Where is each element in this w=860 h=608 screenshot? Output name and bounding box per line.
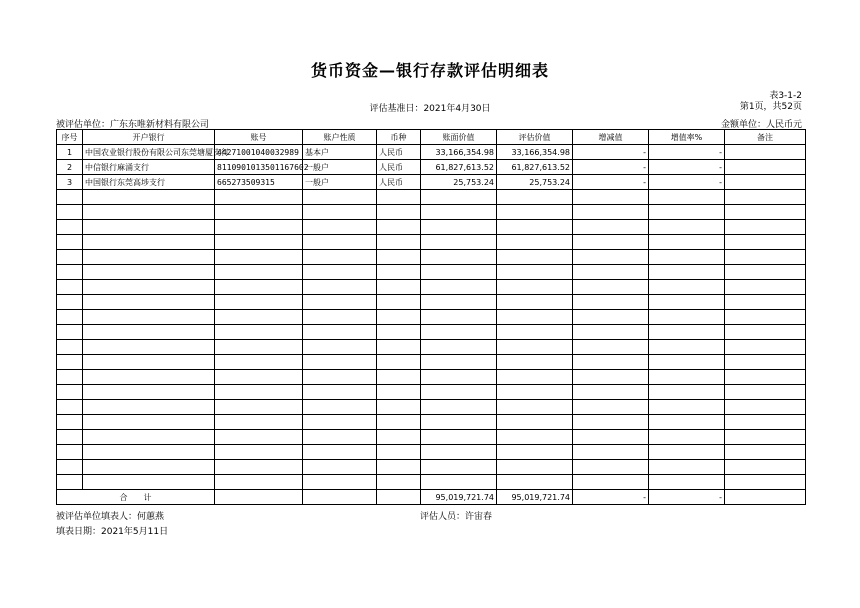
- cell-diff: -: [573, 145, 649, 160]
- cell-eval-value: 33,166,354.98: [497, 145, 573, 160]
- empty-cell: [649, 460, 725, 475]
- empty-cell: [725, 235, 806, 250]
- empty-cell: [421, 475, 497, 490]
- empty-cell: [83, 280, 215, 295]
- empty-cell: [649, 310, 725, 325]
- table-row: [57, 160, 806, 175]
- empty-cell: [215, 370, 303, 385]
- empty-cell: [421, 310, 497, 325]
- empty-cell: [497, 295, 573, 310]
- empty-cell: [83, 220, 215, 235]
- empty-cell: [215, 475, 303, 490]
- empty-cell: [377, 220, 421, 235]
- empty-cell: [573, 355, 649, 370]
- empty-cell: [573, 385, 649, 400]
- total-rate: -: [649, 490, 725, 505]
- empty-cell: [573, 235, 649, 250]
- empty-cell: [573, 445, 649, 460]
- empty-cell: [421, 445, 497, 460]
- cell-note: [725, 175, 806, 190]
- empty-cell: [649, 205, 725, 220]
- empty-cell: [573, 265, 649, 280]
- empty-row: [57, 475, 806, 490]
- empty-cell: [303, 355, 377, 370]
- empty-row: [57, 460, 806, 475]
- empty-cell: [725, 265, 806, 280]
- header-account: 账号: [215, 130, 303, 145]
- empty-cell: [83, 445, 215, 460]
- empty-cell: [497, 415, 573, 430]
- header-book-value: 账面价值: [421, 130, 497, 145]
- empty-cell: [83, 385, 215, 400]
- cell-rate: -: [649, 175, 725, 190]
- empty-row: [57, 280, 806, 295]
- empty-cell: [497, 460, 573, 475]
- empty-cell: [725, 385, 806, 400]
- empty-cell: [83, 295, 215, 310]
- empty-cell: [303, 370, 377, 385]
- empty-cell: [377, 415, 421, 430]
- empty-cell: [83, 235, 215, 250]
- cell-book-value: 61,827,613.52: [421, 160, 497, 175]
- empty-cell: [215, 430, 303, 445]
- empty-cell: [57, 220, 83, 235]
- empty-cell: [377, 430, 421, 445]
- empty-cell: [421, 400, 497, 415]
- header-currency: 币种: [377, 130, 421, 145]
- table-row: [57, 145, 806, 160]
- fill-date: 填表日期：2021年5月11日: [56, 527, 169, 537]
- empty-cell: [421, 280, 497, 295]
- empty-row: [57, 205, 806, 220]
- cell-account: 44271001040032989: [215, 145, 303, 160]
- empty-cell: [649, 385, 725, 400]
- empty-cell: [421, 460, 497, 475]
- empty-cell: [303, 460, 377, 475]
- empty-cell: [57, 475, 83, 490]
- empty-cell: [83, 325, 215, 340]
- empty-cell: [57, 460, 83, 475]
- empty-cell: [303, 235, 377, 250]
- empty-cell: [83, 250, 215, 265]
- empty-cell: [573, 400, 649, 415]
- empty-cell: [377, 355, 421, 370]
- empty-cell: [377, 460, 421, 475]
- empty-cell: [57, 250, 83, 265]
- empty-cell: [303, 445, 377, 460]
- empty-cell: [725, 340, 806, 355]
- empty-cell: [303, 400, 377, 415]
- header-diff: 增减值: [573, 130, 649, 145]
- total-diff: -: [573, 490, 649, 505]
- empty-cell: [83, 475, 215, 490]
- empty-cell: [649, 400, 725, 415]
- header-type: 账户性质: [303, 130, 377, 145]
- empty-cell: [57, 385, 83, 400]
- empty-row: [57, 235, 806, 250]
- empty-cell: [377, 280, 421, 295]
- empty-cell: [573, 205, 649, 220]
- header-note: 备注: [725, 130, 806, 145]
- header-bank: 开户银行: [83, 130, 215, 145]
- empty-cell: [57, 265, 83, 280]
- empty-cell: [303, 265, 377, 280]
- empty-cell: [649, 415, 725, 430]
- empty-cell: [215, 250, 303, 265]
- cell-currency: 人民币: [377, 160, 421, 175]
- total-row: [57, 490, 806, 505]
- empty-cell: [57, 340, 83, 355]
- empty-cell: [725, 460, 806, 475]
- empty-row: [57, 190, 806, 205]
- empty-cell: [573, 310, 649, 325]
- cell-diff: -: [573, 160, 649, 175]
- empty-cell: [57, 370, 83, 385]
- empty-cell: [377, 475, 421, 490]
- cell-currency: 人民币: [377, 175, 421, 190]
- empty-cell: [497, 385, 573, 400]
- empty-cell: [303, 430, 377, 445]
- empty-row: [57, 340, 806, 355]
- empty-cell: [497, 205, 573, 220]
- empty-cell: [497, 370, 573, 385]
- empty-cell: [377, 235, 421, 250]
- empty-row: [57, 355, 806, 370]
- empty-row: [57, 430, 806, 445]
- cell-bank: 中信银行麻涌支行: [83, 160, 215, 175]
- empty-cell: [497, 235, 573, 250]
- empty-cell: [573, 250, 649, 265]
- empty-cell: [649, 370, 725, 385]
- cell-no: 2: [57, 160, 83, 175]
- empty-cell: [215, 385, 303, 400]
- empty-cell: [83, 460, 215, 475]
- empty-cell: [725, 355, 806, 370]
- total-empty-currency: [377, 490, 421, 505]
- empty-cell: [497, 445, 573, 460]
- empty-cell: [83, 415, 215, 430]
- empty-row: [57, 400, 806, 415]
- empty-cell: [377, 295, 421, 310]
- cell-account: 665273509315: [215, 175, 303, 190]
- cell-rate: -: [649, 145, 725, 160]
- empty-cell: [303, 310, 377, 325]
- empty-cell: [303, 295, 377, 310]
- empty-cell: [497, 280, 573, 295]
- empty-row: [57, 325, 806, 340]
- empty-cell: [377, 250, 421, 265]
- empty-cell: [377, 265, 421, 280]
- empty-cell: [725, 445, 806, 460]
- empty-cell: [303, 220, 377, 235]
- empty-cell: [303, 205, 377, 220]
- page-info: 第1页，共52页: [739, 102, 802, 112]
- empty-cell: [725, 475, 806, 490]
- empty-cell: [57, 205, 83, 220]
- empty-cell: [725, 400, 806, 415]
- empty-cell: [649, 355, 725, 370]
- empty-cell: [83, 190, 215, 205]
- empty-cell: [57, 190, 83, 205]
- empty-row: [57, 385, 806, 400]
- empty-cell: [573, 475, 649, 490]
- empty-cell: [725, 250, 806, 265]
- empty-cell: [303, 280, 377, 295]
- empty-cell: [215, 280, 303, 295]
- empty-cell: [725, 205, 806, 220]
- cell-eval-value: 25,753.24: [497, 175, 573, 190]
- empty-cell: [497, 340, 573, 355]
- empty-cell: [421, 415, 497, 430]
- cell-type: 一般户: [303, 175, 377, 190]
- page-title: 货币资金—银行存款评估明细表: [310, 61, 549, 80]
- header-no: 序号: [57, 130, 83, 145]
- empty-cell: [497, 220, 573, 235]
- total-eval-value: 95,019,721.74: [497, 490, 573, 505]
- empty-cell: [377, 400, 421, 415]
- table-header-row: [57, 130, 806, 145]
- empty-cell: [377, 340, 421, 355]
- empty-cell: [573, 295, 649, 310]
- empty-cell: [497, 430, 573, 445]
- empty-cell: [83, 340, 215, 355]
- empty-cell: [421, 235, 497, 250]
- empty-cell: [725, 310, 806, 325]
- empty-cell: [57, 445, 83, 460]
- appraiser: 评估人员：许宙春: [420, 512, 493, 522]
- empty-cell: [573, 220, 649, 235]
- empty-cell: [573, 460, 649, 475]
- table-row: [57, 175, 806, 190]
- empty-cell: [725, 295, 806, 310]
- empty-cell: [573, 370, 649, 385]
- empty-cell: [421, 385, 497, 400]
- empty-cell: [57, 415, 83, 430]
- empty-cell: [83, 265, 215, 280]
- empty-cell: [421, 325, 497, 340]
- empty-cell: [421, 250, 497, 265]
- empty-cell: [649, 235, 725, 250]
- empty-cell: [377, 310, 421, 325]
- empty-cell: [725, 190, 806, 205]
- cell-type: 基本户: [303, 145, 377, 160]
- cell-eval-value: 61,827,613.52: [497, 160, 573, 175]
- empty-cell: [303, 190, 377, 205]
- empty-cell: [215, 460, 303, 475]
- empty-cell: [303, 475, 377, 490]
- empty-cell: [573, 340, 649, 355]
- empty-cell: [421, 295, 497, 310]
- empty-cell: [215, 400, 303, 415]
- cell-bank: 中国银行东莞高埗支行: [83, 175, 215, 190]
- empty-cell: [215, 265, 303, 280]
- empty-cell: [377, 385, 421, 400]
- empty-cell: [83, 400, 215, 415]
- empty-cell: [497, 475, 573, 490]
- empty-cell: [215, 205, 303, 220]
- cell-account: 8110901013501167602: [215, 160, 303, 175]
- empty-cell: [303, 415, 377, 430]
- total-empty-account: [215, 490, 303, 505]
- empty-cell: [57, 430, 83, 445]
- empty-cell: [215, 445, 303, 460]
- base-date: 评估基准日：2021年4月30日: [369, 104, 491, 114]
- total-label: 合 计: [57, 490, 215, 505]
- empty-cell: [215, 325, 303, 340]
- empty-cell: [497, 310, 573, 325]
- empty-cell: [649, 295, 725, 310]
- empty-cell: [497, 250, 573, 265]
- empty-cell: [649, 475, 725, 490]
- empty-row: [57, 445, 806, 460]
- total-book-value: 95,019,721.74: [421, 490, 497, 505]
- cell-note: [725, 145, 806, 160]
- cell-book-value: 33,166,354.98: [421, 145, 497, 160]
- empty-cell: [573, 325, 649, 340]
- empty-cell: [215, 310, 303, 325]
- empty-cell: [57, 325, 83, 340]
- bank-deposit-table: [56, 129, 806, 505]
- empty-cell: [303, 325, 377, 340]
- cell-diff: -: [573, 175, 649, 190]
- empty-cell: [497, 355, 573, 370]
- cell-note: [725, 160, 806, 175]
- empty-cell: [377, 190, 421, 205]
- empty-cell: [421, 190, 497, 205]
- empty-row: [57, 265, 806, 280]
- empty-cell: [649, 430, 725, 445]
- total-empty-type: [303, 490, 377, 505]
- cell-rate: -: [649, 160, 725, 175]
- empty-cell: [303, 250, 377, 265]
- empty-cell: [303, 385, 377, 400]
- header-rate: 增值率%: [649, 130, 725, 145]
- empty-cell: [573, 415, 649, 430]
- empty-cell: [421, 205, 497, 220]
- empty-cell: [649, 325, 725, 340]
- empty-cell: [57, 400, 83, 415]
- empty-cell: [215, 235, 303, 250]
- empty-cell: [725, 415, 806, 430]
- empty-cell: [215, 340, 303, 355]
- empty-cell: [573, 190, 649, 205]
- empty-cell: [725, 370, 806, 385]
- empty-cell: [57, 295, 83, 310]
- empty-cell: [57, 235, 83, 250]
- empty-cell: [215, 190, 303, 205]
- cell-type: 一般户: [303, 160, 377, 175]
- empty-cell: [83, 355, 215, 370]
- cell-book-value: 25,753.24: [421, 175, 497, 190]
- empty-cell: [57, 280, 83, 295]
- empty-cell: [649, 250, 725, 265]
- empty-cell: [421, 340, 497, 355]
- empty-cell: [497, 265, 573, 280]
- empty-cell: [377, 445, 421, 460]
- empty-cell: [377, 370, 421, 385]
- empty-cell: [725, 280, 806, 295]
- empty-cell: [497, 190, 573, 205]
- empty-row: [57, 370, 806, 385]
- empty-cell: [725, 325, 806, 340]
- empty-cell: [725, 220, 806, 235]
- empty-cell: [421, 370, 497, 385]
- empty-cell: [83, 310, 215, 325]
- empty-cell: [377, 205, 421, 220]
- empty-cell: [573, 280, 649, 295]
- empty-cell: [57, 355, 83, 370]
- empty-cell: [83, 370, 215, 385]
- empty-row: [57, 310, 806, 325]
- empty-cell: [649, 220, 725, 235]
- empty-cell: [421, 430, 497, 445]
- total-note: [725, 490, 806, 505]
- empty-row: [57, 295, 806, 310]
- empty-cell: [83, 205, 215, 220]
- empty-cell: [649, 445, 725, 460]
- empty-cell: [421, 355, 497, 370]
- empty-cell: [215, 295, 303, 310]
- cell-bank: 中国农业银行股份有限公司东莞塘厦支行: [83, 145, 215, 160]
- empty-cell: [377, 325, 421, 340]
- header-eval-value: 评估价值: [497, 130, 573, 145]
- empty-cell: [215, 355, 303, 370]
- empty-cell: [215, 220, 303, 235]
- empty-cell: [649, 265, 725, 280]
- empty-cell: [497, 325, 573, 340]
- cell-no: 3: [57, 175, 83, 190]
- table-number: 表3-1-2: [769, 91, 802, 101]
- empty-cell: [497, 400, 573, 415]
- empty-cell: [421, 265, 497, 280]
- entity-name: 被评估单位：广东东唯新材料有限公司: [56, 120, 210, 130]
- empty-row: [57, 415, 806, 430]
- empty-cell: [649, 190, 725, 205]
- empty-cell: [215, 415, 303, 430]
- form-filler: 被评估单位填表人：何蕙燕: [56, 512, 165, 522]
- cell-no: 1: [57, 145, 83, 160]
- empty-cell: [573, 430, 649, 445]
- empty-cell: [421, 220, 497, 235]
- currency-unit: 金额单位：人民币元: [720, 120, 802, 130]
- empty-cell: [725, 430, 806, 445]
- empty-cell: [649, 340, 725, 355]
- empty-row: [57, 220, 806, 235]
- cell-currency: 人民币: [377, 145, 421, 160]
- empty-cell: [83, 430, 215, 445]
- empty-cell: [649, 280, 725, 295]
- empty-cell: [57, 310, 83, 325]
- empty-cell: [303, 340, 377, 355]
- empty-row: [57, 250, 806, 265]
